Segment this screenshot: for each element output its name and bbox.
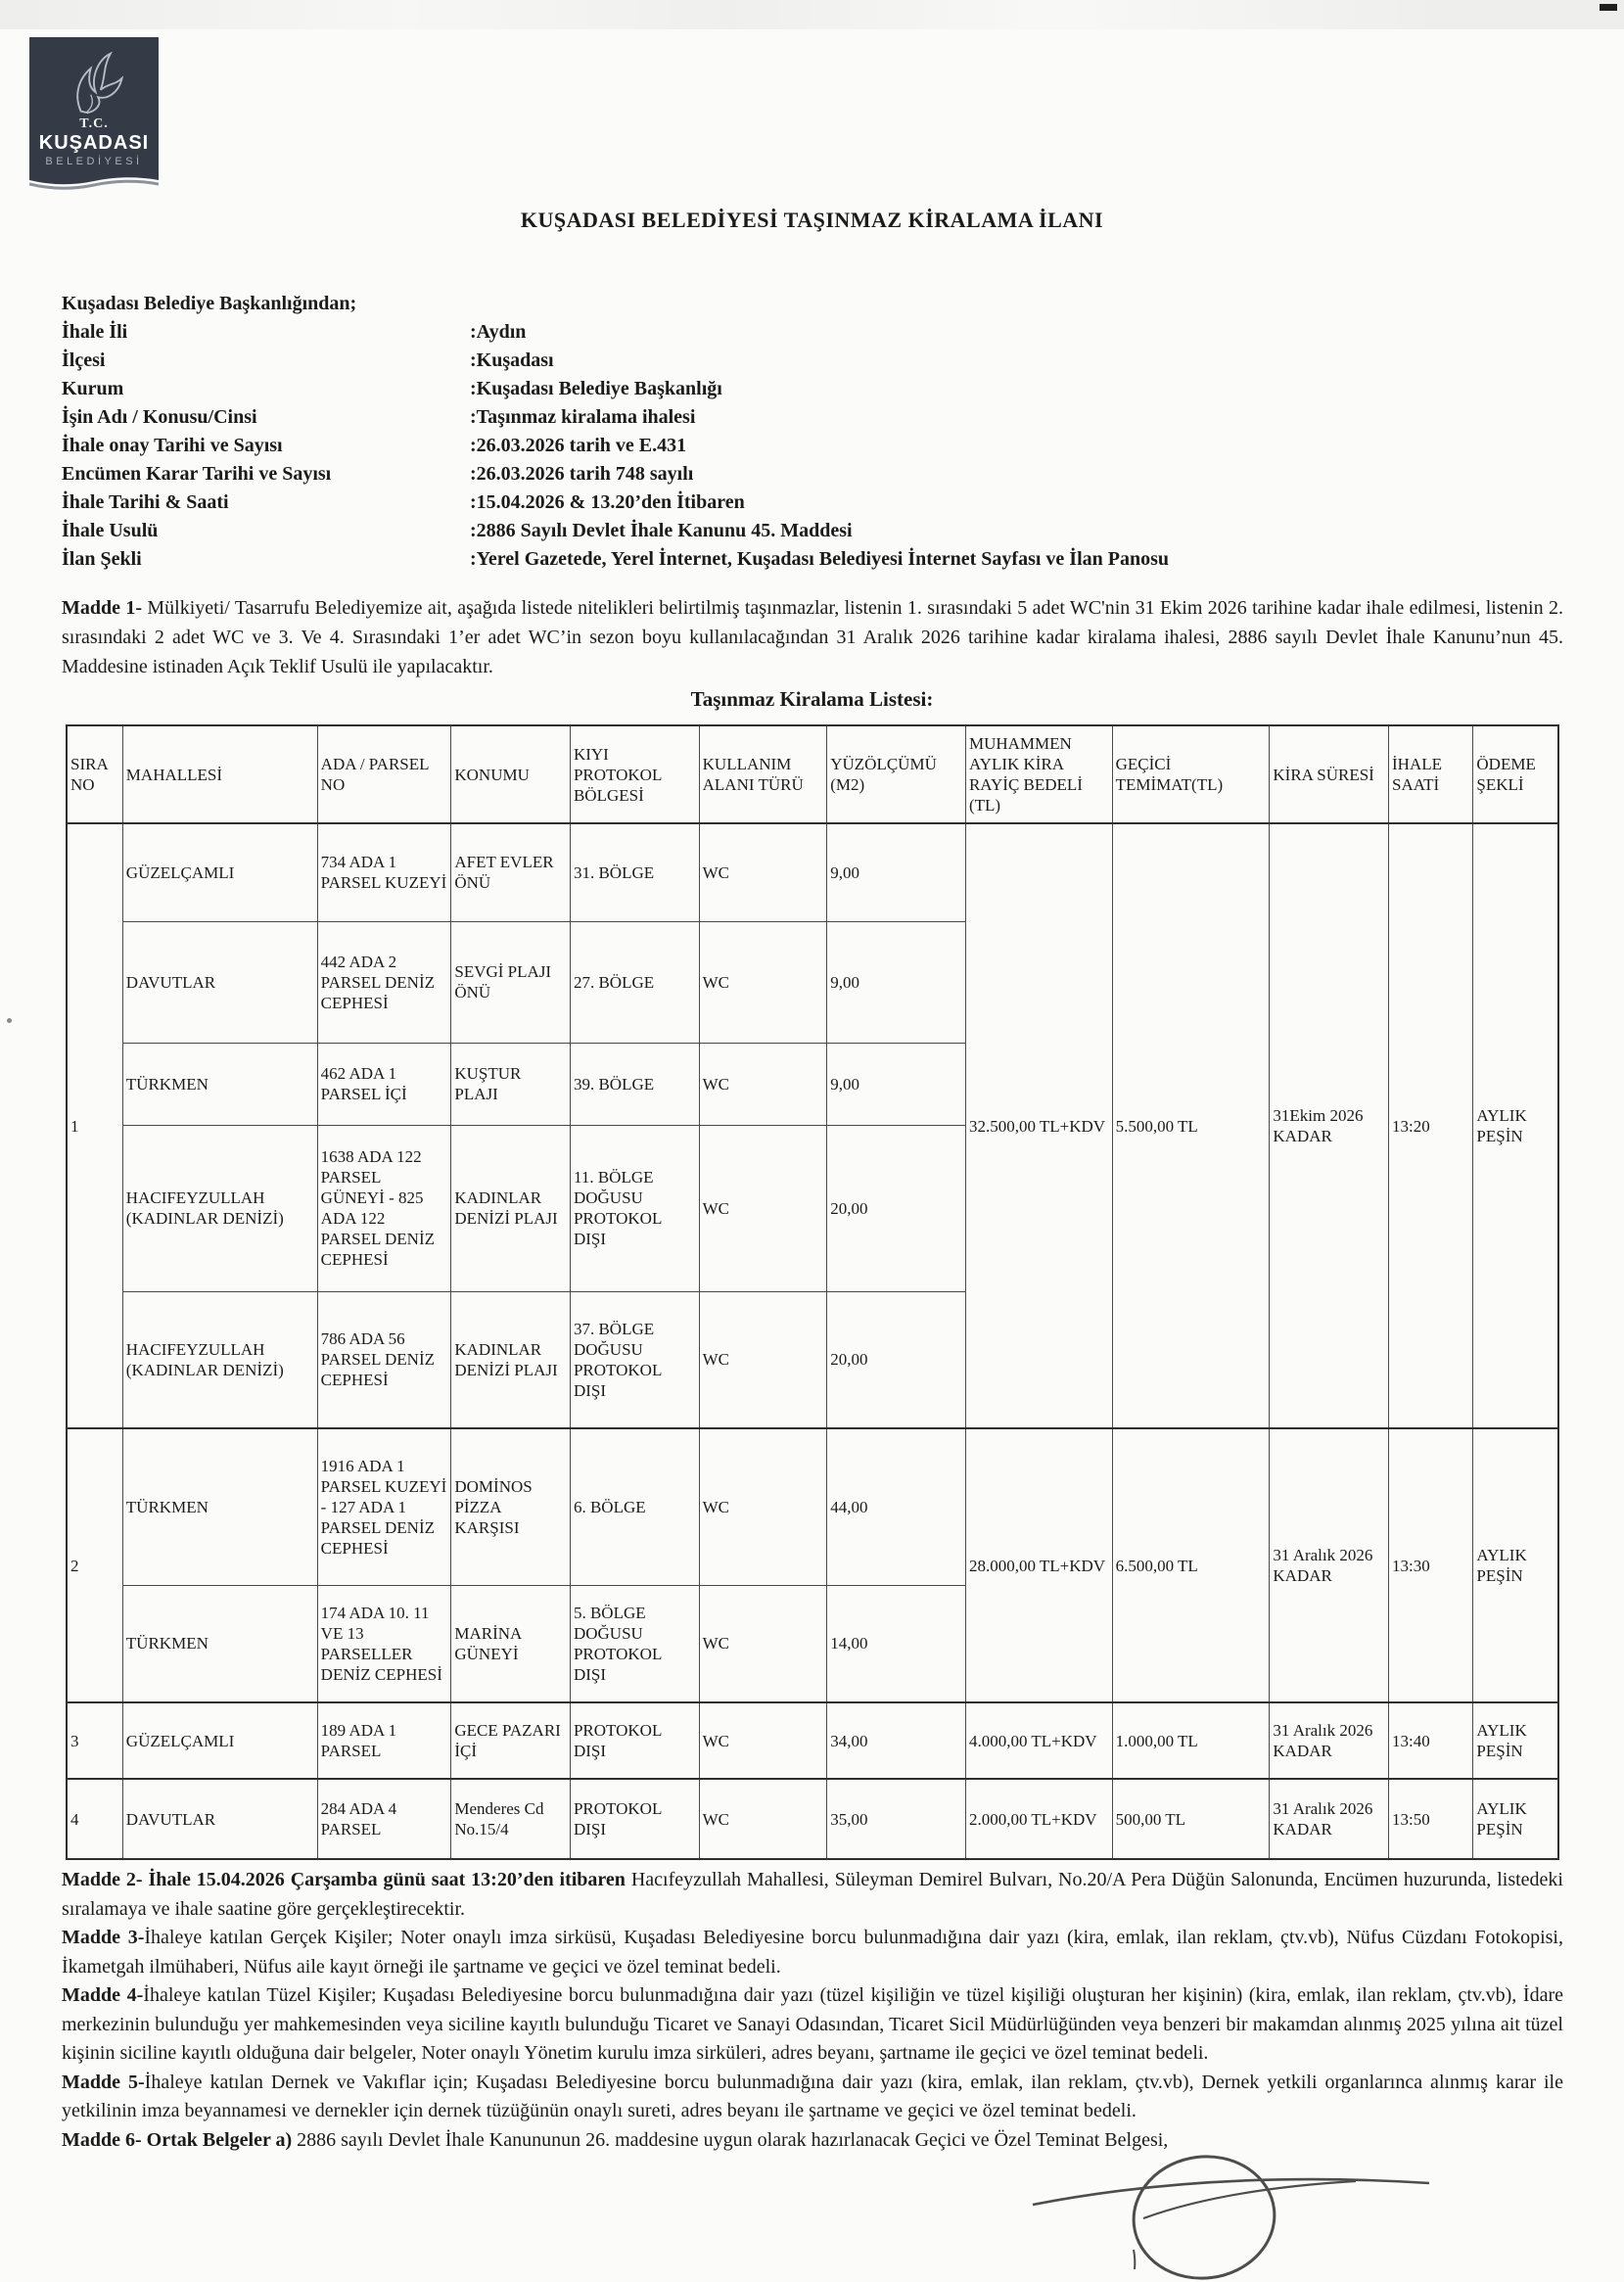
cell-mahallesi: TÜRKMEN bbox=[122, 1585, 317, 1702]
cell-mahallesi: TÜRKMEN bbox=[122, 1428, 317, 1585]
cell-sira: 2 bbox=[67, 1428, 122, 1702]
cell-kiyi: PROTOKOL DIŞI bbox=[570, 1702, 699, 1779]
info-label: İhale onay Tarihi ve Sayısı bbox=[62, 435, 283, 456]
cell-yuzolcumu: 34,00 bbox=[827, 1702, 966, 1779]
scan-artifact-dot bbox=[7, 1018, 12, 1023]
cell-kullanim: WC bbox=[699, 921, 827, 1043]
cell-odeme: AYLIK PEŞİN bbox=[1473, 1428, 1558, 1702]
info-row bbox=[62, 460, 1569, 489]
madde-5-label: Madde 5- bbox=[62, 2071, 145, 2093]
info-label: İhale Tarihi & Saati bbox=[62, 491, 229, 513]
cell-yuzolcumu: 20,00 bbox=[827, 1291, 966, 1428]
info-label: İşin Adı / Konusu/Cinsi bbox=[62, 406, 257, 428]
dove-icon bbox=[53, 45, 135, 121]
cell-ada: 189 ADA 1 PARSEL bbox=[317, 1702, 451, 1779]
logo-sub-text: BELEDİYESİ bbox=[45, 156, 143, 167]
madde-2-paragraph bbox=[62, 1866, 1563, 1924]
cell-yuzolcumu: 9,00 bbox=[827, 921, 966, 1043]
cell-yuzolcumu: 9,00 bbox=[827, 823, 966, 921]
cell-yuzolcumu: 35,00 bbox=[827, 1779, 966, 1859]
cell-kiyi: 31. BÖLGE bbox=[570, 823, 699, 921]
cell-mahallesi: TÜRKMEN bbox=[122, 1043, 317, 1125]
info-row bbox=[62, 545, 1569, 574]
info-value: :26.03.2026 tarih 748 sayılı bbox=[470, 463, 694, 485]
cell-yuzolcumu: 14,00 bbox=[827, 1585, 966, 1702]
rental-list-table bbox=[66, 724, 1559, 1860]
cell-kullanim: WC bbox=[699, 1125, 827, 1291]
info-label: İhale İli bbox=[62, 321, 128, 343]
cell-saat: 13:30 bbox=[1389, 1428, 1473, 1702]
header-kira-suresi: KİRA SÜRESİ bbox=[1270, 725, 1389, 823]
logo-tc-text: T.C. bbox=[79, 116, 109, 131]
cell-sure: 31 Aralık 2026 KADAR bbox=[1270, 1428, 1389, 1702]
articles-block bbox=[62, 1866, 1563, 2155]
cell-ada: 1916 ADA 1 PARSEL KUZEYİ - 127 ADA 1 PARSEL DENİZ CEPHESİ bbox=[317, 1428, 451, 1585]
madde-6-text: 2886 sayılı Devlet İhale Kanununun 26. maddesine uygun olarak hazırlanacak Geçici ve Özel Teminat Belgesi, bbox=[292, 2128, 1169, 2151]
cell-kiyi: 39. BÖLGE bbox=[570, 1043, 699, 1125]
info-row bbox=[62, 318, 1569, 347]
info-block bbox=[62, 290, 1569, 574]
info-heading: Kuşadası Belediye Başkanlığından; bbox=[62, 293, 357, 314]
cell-ada: 786 ADA 56 PARSEL DENİZ CEPHESİ bbox=[317, 1291, 451, 1428]
cell-kullanim: WC bbox=[699, 1585, 827, 1702]
cell-konumu: KADINLAR DENİZİ PLAJI bbox=[451, 1125, 571, 1291]
info-value: :Aydın bbox=[470, 321, 527, 343]
cell-muhammen: 32.500,00 TL+KDV bbox=[965, 823, 1112, 1428]
cell-kiyi: 5. BÖLGE DOĞUSU PROTOKOL DIŞI bbox=[570, 1585, 699, 1702]
info-value: :26.03.2026 tarih ve E.431 bbox=[470, 435, 687, 456]
madde-3-label: Madde 3- bbox=[62, 1927, 145, 1948]
cell-sure: 31 Aralık 2026 KADAR bbox=[1270, 1702, 1389, 1779]
cell-kiyi: 27. BÖLGE bbox=[570, 921, 699, 1043]
info-row bbox=[62, 432, 1569, 460]
madde-5-text: İhaleye katılan Dernek ve Vakıflar için; Kuşadası Belediyesine borcu bulunmadığına dair yazı (kira, emlak, ilan reklam, çtv.vb), Dernek yetkili organlarınca alınmış karar ile yetkilinin imza beyannamesi ve dernekler için dernek tüzüğünün onaylı sureti, adres beyanı ile şartname ve geçici ve özel teminat bedeli. bbox=[62, 2071, 1563, 2121]
info-row bbox=[62, 517, 1569, 545]
header-muhammen: MUHAMMEN AYLIK KİRA RAYİÇ BEDELİ (TL) bbox=[965, 725, 1112, 823]
cell-ada: 462 ADA 1 PARSEL İÇİ bbox=[317, 1043, 451, 1125]
madde-4-label: Madde 4- bbox=[62, 1984, 144, 2006]
header-mahallesi: MAHALLESİ bbox=[122, 725, 317, 823]
madde-6-label: Madde 6- Ortak Belgeler a) bbox=[62, 2128, 293, 2151]
scan-artifact-dash bbox=[1600, 4, 1617, 11]
cell-yuzolcumu: 20,00 bbox=[827, 1125, 966, 1291]
cell-odeme: AYLIK PEŞİN bbox=[1473, 823, 1558, 1428]
cell-konumu: MARİNA GÜNEYİ bbox=[451, 1585, 571, 1702]
cell-ada: 442 ADA 2 PARSEL DENİZ CEPHESİ bbox=[317, 921, 451, 1043]
cell-kullanim: WC bbox=[699, 1702, 827, 1779]
cell-mahallesi: DAVUTLAR bbox=[122, 921, 317, 1043]
cell-muhammen: 28.000,00 TL+KDV bbox=[965, 1428, 1112, 1702]
info-label: Encümen Karar Tarihi ve Sayısı bbox=[62, 463, 332, 485]
cell-konumu: Menderes Cd No.15/4 bbox=[451, 1779, 571, 1859]
cell-saat: 13:50 bbox=[1389, 1779, 1473, 1859]
table-row bbox=[67, 823, 1558, 921]
cell-kullanim: WC bbox=[699, 1428, 827, 1585]
info-value: :15.04.2026 & 13.20’den İtibaren bbox=[470, 491, 745, 513]
info-row bbox=[62, 375, 1569, 403]
cell-ada: 1638 ADA 122 PARSEL GÜNEYİ - 825 ADA 122 PARSEL DENİZ CEPHESİ bbox=[317, 1125, 451, 1291]
cell-teminat: 500,00 TL bbox=[1112, 1779, 1270, 1859]
cell-muhammen: 2.000,00 TL+KDV bbox=[965, 1779, 1112, 1859]
cell-sira: 1 bbox=[67, 823, 122, 1428]
table-row bbox=[67, 1702, 1558, 1779]
info-row bbox=[62, 347, 1569, 375]
cell-konumu: KUŞTUR PLAJI bbox=[451, 1043, 571, 1125]
cell-kullanim: WC bbox=[699, 1291, 827, 1428]
cell-muhammen: 4.000,00 TL+KDV bbox=[965, 1702, 1112, 1779]
info-heading-row bbox=[62, 290, 1569, 318]
info-value: :Taşınmaz kiralama ihalesi bbox=[470, 406, 696, 428]
header-kiyi-protokol: KIYI PROTOKOL BÖLGESİ bbox=[570, 725, 699, 823]
cell-saat: 13:40 bbox=[1389, 1702, 1473, 1779]
cell-konumu: GECE PAZARI İÇİ bbox=[451, 1702, 571, 1779]
info-value: :Kuşadası Belediye Başkanlığı bbox=[470, 378, 722, 399]
madde-5-paragraph bbox=[62, 2069, 1563, 2126]
cell-mahallesi: GÜZELÇAMLI bbox=[122, 823, 317, 921]
logo-wave bbox=[29, 172, 159, 194]
handwritten-signature bbox=[1018, 2124, 1439, 2282]
info-value: :Yerel Gazetede, Yerel İnternet, Kuşadası Belediyesi İnternet Sayfası ve İlan Panosu bbox=[470, 548, 1170, 570]
municipality-logo bbox=[29, 37, 159, 194]
cell-saat: 13:20 bbox=[1389, 823, 1473, 1428]
cell-kiyi: 11. BÖLGE DOĞUSU PROTOKOL DIŞI bbox=[570, 1125, 699, 1291]
cell-konumu: DOMİNOS PİZZA KARŞISI bbox=[451, 1428, 571, 1585]
info-label: Kurum bbox=[62, 378, 124, 399]
cell-mahallesi: HACIFEYZULLAH (KADINLAR DENİZİ) bbox=[122, 1291, 317, 1428]
cell-konumu: AFET EVLER ÖNÜ bbox=[451, 823, 571, 921]
logo-name-text: KUŞADASI bbox=[38, 132, 150, 154]
logo-badge bbox=[29, 37, 159, 172]
cell-sira: 4 bbox=[67, 1779, 122, 1859]
table-header-row bbox=[67, 725, 1558, 823]
cell-konumu: SEVGİ PLAJI ÖNÜ bbox=[451, 921, 571, 1043]
madde-3-paragraph bbox=[62, 1924, 1563, 1981]
cell-konumu: KADINLAR DENİZİ PLAJI bbox=[451, 1291, 571, 1428]
info-value: :Kuşadası bbox=[470, 349, 554, 371]
info-label: İlçesi bbox=[62, 349, 106, 371]
header-yuzolcumu: YÜZÖLÇÜMÜ (M2) bbox=[827, 725, 966, 823]
info-row bbox=[62, 403, 1569, 432]
table-row bbox=[67, 1779, 1558, 1859]
header-konumu: KONUMU bbox=[451, 725, 571, 823]
madde-2-text: Hacıfeyzullah Mahallesi, Süleyman Demirel Bulvarı, No.20/A Pera Düğün Salonunda, Encümen huzurunda, listedeki sıralamaya ve ihale saatine göre gerçekleştirecektir. bbox=[62, 1869, 1563, 1920]
info-value: :2886 Sayılı Devlet İhale Kanunu 45. Maddesi bbox=[470, 520, 853, 541]
header-gecici-teminat: GEÇİCİ TEMİMAT(TL) bbox=[1112, 725, 1270, 823]
cell-mahallesi: GÜZELÇAMLI bbox=[122, 1702, 317, 1779]
cell-kullanim: WC bbox=[699, 1043, 827, 1125]
madde-4-text: İhaleye katılan Tüzel Kişiler; Kuşadası Belediyesine borcu bulunmadığına dair yazı (tüzel kişiliğin ve tüzel kişiliği oluşturan her kişinin) (kira, emlak, ilan reklam, çtv.vb), İdare merkezinin bulunduğu yer mahkemesinden veya siciline kayıtlı bulunduğu Ticaret ve Sanayi Odasından, Ticaret Sicil Müdürlüğünden veya benzeri bir makamdan alınmış 2025 yılına ait tüzel kişinin siciline kayıtlı olduğuna dair belgeler, Noter onaylı Yönetim kurulu imza sirküleri, adres beyanı, şartname ile geçici ve özel teminat bedeli. bbox=[62, 1984, 1563, 2064]
madde-1-label: Madde 1- bbox=[62, 597, 143, 619]
header-odeme-sekli: ÖDEME ŞEKLİ bbox=[1473, 725, 1558, 823]
madde-4-paragraph bbox=[62, 1981, 1563, 2069]
document-title: KUŞADASI BELEDİYESİ TAŞINMAZ KİRALAMA İLANI bbox=[520, 208, 1104, 232]
madde-1-paragraph bbox=[62, 593, 1563, 681]
header-ihale-saati: İHALE SAATİ bbox=[1389, 725, 1473, 823]
cell-ada: 174 ADA 10. 11 VE 13 PARSELLER DENİZ CEPHESİ bbox=[317, 1585, 451, 1702]
cell-mahallesi: HACIFEYZULLAH (KADINLAR DENİZİ) bbox=[122, 1125, 317, 1291]
cell-mahallesi: DAVUTLAR bbox=[122, 1779, 317, 1859]
cell-kullanim: WC bbox=[699, 823, 827, 921]
cell-sure: 31 Aralık 2026 KADAR bbox=[1270, 1779, 1389, 1859]
table-row bbox=[67, 1428, 1558, 1585]
cell-kiyi: 6. BÖLGE bbox=[570, 1428, 699, 1585]
cell-yuzolcumu: 9,00 bbox=[827, 1043, 966, 1125]
madde-2-label: Madde 2- İhale 15.04.2026 Çarşamba günü saat 13:20’den itibaren bbox=[62, 1869, 626, 1890]
scan-noise-band bbox=[0, 0, 1624, 29]
header-sira-no: SIRA NO bbox=[67, 725, 122, 823]
cell-kullanim: WC bbox=[699, 1779, 827, 1859]
cell-yuzolcumu: 44,00 bbox=[827, 1428, 966, 1585]
info-label: İlan Şekli bbox=[62, 548, 142, 570]
cell-teminat: 1.000,00 TL bbox=[1112, 1702, 1270, 1779]
info-label: İhale Usulü bbox=[62, 520, 159, 541]
cell-ada: 734 ADA 1 PARSEL KUZEYİ bbox=[317, 823, 451, 921]
cell-sira: 3 bbox=[67, 1702, 122, 1779]
madde-1-text: Mülkiyeti/ Tasarrufu Belediyemize ait, aşağıda listede nitelikleri belirtilmiş taşınmazlar, listenin 1. sırasındaki 5 adet WC'nin 31 Ekim 2026 tarihine kadar ihale edilmesi, listenin 2. sırasındaki 2 adet WC ve 3. Ve 4. Sırasındaki 1’er adet WC’in sezon boyu kullanılacağından 31 Aralık 2026 tarihine kadar kiralama ihalesi, 2886 sayılı Devlet İhale Kanunu’nun 45. Maddesine istinaden Açık Teklif Usulü ile yapılacaktır. bbox=[62, 597, 1563, 677]
cell-odeme: AYLIK PEŞİN bbox=[1473, 1779, 1558, 1859]
list-title: Taşınmaz Kiralama Listesi: bbox=[690, 687, 934, 711]
cell-kiyi: 37. BÖLGE DOĞUSU PROTOKOL DIŞI bbox=[570, 1291, 699, 1428]
cell-odeme: AYLIK PEŞİN bbox=[1473, 1702, 1558, 1779]
madde-3-text: İhaleye katılan Gerçek Kişiler; Noter onaylı imza sirküsü, Kuşadası Belediyesine borcu bulunmadığına dair yazı (kira, emlak, ilan reklam, çtv.vb), Nüfus Cüzdanı Fotokopisi, İkametgah ilmühaberi, Nüfus aile kayıt örneği ile şartname ve geçici ve özel teminat bedeli. bbox=[62, 1927, 1563, 1978]
header-kullanim-alani: KULLANIM ALANI TÜRÜ bbox=[699, 725, 827, 823]
cell-sure: 31Ekim 2026 KADAR bbox=[1270, 823, 1389, 1428]
cell-teminat: 6.500,00 TL bbox=[1112, 1428, 1270, 1702]
cell-kiyi: PROTOKOL DIŞI bbox=[570, 1779, 699, 1859]
cell-teminat: 5.500,00 TL bbox=[1112, 823, 1270, 1428]
info-row bbox=[62, 489, 1569, 517]
cell-ada: 284 ADA 4 PARSEL bbox=[317, 1779, 451, 1859]
header-ada-parsel: ADA / PARSEL NO bbox=[317, 725, 451, 823]
